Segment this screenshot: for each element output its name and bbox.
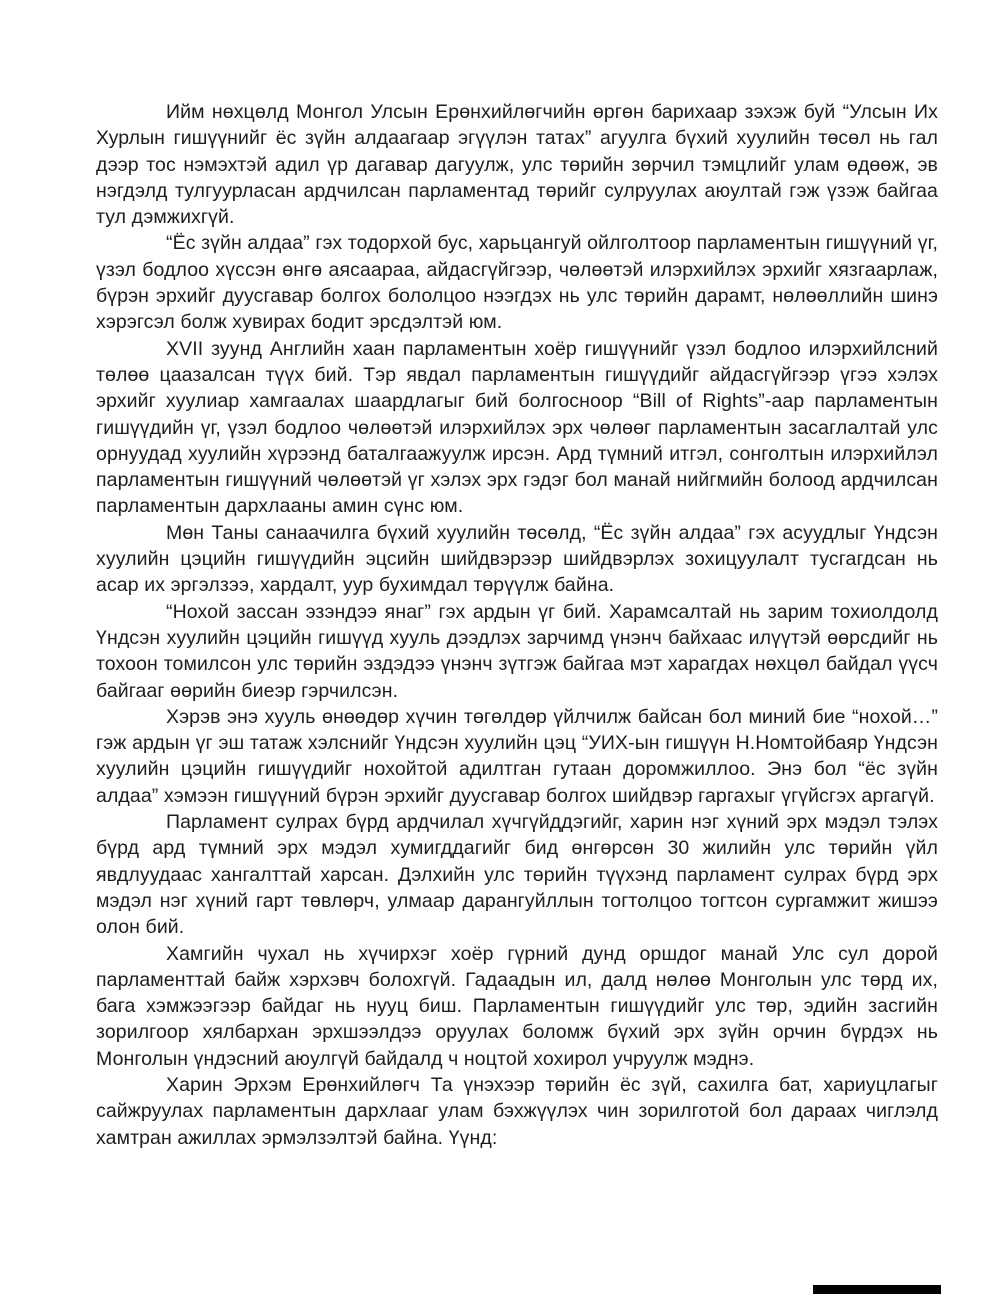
paragraph: Харин Эрхэм Ерөнхийлөгч Та үнэхээр төрийн ёс зүй, сахилга бат, хариуцлагыг сайжруулах парламентын дархлааг улам бэхжүүлэх чин зорилготой бол дараах чиглэлд хамтран ажиллах эрмэлзэлтэй байна. Үүнд: xyxy=(96,1073,938,1149)
paragraph: “Нохой зассан эзэндээ янаг” гэх ардын үг бий. Харамсалтай нь зарим тохиолдолд Үндсэн хуулийн цэцийн гишүүд хууль дээдлэх зарчимд үнэнч байхаас илүүтэй өөрсдийг нь тохоон томилсон улс төрийн эздэдээ үнэнч зүтгэж байгаа мэт харагдах нөхцөл байдал үүсч байгааг өөрийн биеэр гэрчилсэн. xyxy=(96,600,938,702)
paragraph: Мөн Таны санаачилга бүхий хуулийн төсөлд, “Ёс зүйн алдаа” гэх асуудлыг Үндсэн хуулийн цэцийн гишүүдийн эцсийн шийдвэрээр шийдвэрлэх зохицуулалт тусгагдсан нь асар их эргэлзээ, хардалт, уур бухимдал төрүүлж байна. xyxy=(96,521,938,597)
paragraph: Ийм нөхцөлд Монгол Улсын Ерөнхийлөгчийн өргөн барихаар зэхэж буй “Улсын Их Хурлын гишүүнийг ёс зүйн алдаагаар эгүүлэн татах” агуулга бүхий хуулийн төсөл нь гал дээр тос нэмэхтэй адил үр дагавар дагуулж, улс төрийн зөрчил тэмцлийг улам өдөөж, эв нэгдэлд тулгуурласан ардчилсан парламентад төрийг сулруулах аюултай гэж үзэж байгаа тул дэмжихгүй. xyxy=(96,101,938,229)
document-body xyxy=(96,99,938,1151)
paragraph: Хамгийн чухал нь хүчирхэг хоёр гүрний дунд оршдог манай Улс сул дорой парламенттай байж хэрхэвч болохгүй. Гадаадын ил, далд нөлөө Монголын улс төрд их, бага хэмжээгээр байдаг нь нууц биш. Парламентын гишүүдийг улс төр, эдийн засгийн зорилгоор хялбархан эрхшээлдээ оруулах боломж бүхий эрх зүйн орчин бүрдэх нь Монголын үндэсний аюулгүй байдалд ч ноцтой хохирол учруулж мэднэ. xyxy=(96,942,938,1070)
paragraph: “Ёс зүйн алдаа” гэх тодорхой бус, харьцангуй ойлголтоор парламентын гишүүний үг, үзэл бодлоо хүссэн өнгө аясаараа, айдасгүйгээр, чөлөөтэй илэрхийлэх эрхийг хязгаарлаж, бүрэн эрхийг дуусгавар болгох бололцоо нээгдэх нь улс төрийн дарамт, нөлөөллийн шинэ хэрэгсэл болж хувирах бодит эрсдэлтэй юм. xyxy=(96,232,938,334)
paragraph: Парламент сулрах бүрд ардчилал хүчгүйддэгийг, харин нэг хүний эрх мэдэл тэлэх бүрд ард түмний эрх мэдэл хумигддагийг бид өнгөрсөн 30 жилийн улс төрийн үйл явдлуудаас хангалттай харсан. Дэлхийн улс төрийн түүхэнд парламент сулрах бүрд эрх мэдэл нэг хүний гарт төвлөрч, улмаар дарангуйллын тогтолцоо тогтсон сургамжит жишээ олон бий. xyxy=(96,811,938,939)
redaction-bar xyxy=(813,1285,941,1294)
paragraph: XVII зуунд Английн хаан парламентын хоёр гишүүнийг үзэл бодлоо илэрхийлсний төлөө цаазалсан түүх бий. Тэр явдал парламентын гишүүдийг айдасгүйгээр үгээ хэлэх эрхийг хуулиар хамгаалах шаардлагыг бий болгосноор “Bill of Rights”-аар парламентын гишүүдийн үг, үзэл бодлоо чөлөөтэй илэрхийлэх эрх чөлөөг парламентын засаглалтай улс орнуудад хуулийн хүрээнд баталгаажуулж ирсэн. Ард түмний итгэл, сонголтын илэрхийлэл парламентын гишүүний чөлөөтэй үг хэлэх эрх гэдэг бол манай нийгмийн болоод ардчилсан парламентын дархлааны амин сүнс юм. xyxy=(96,337,938,518)
paragraph: Хэрэв энэ хууль өнөөдөр хүчин төгөлдөр үйлчилж байсан бол миний бие “нохой…” гэж ардын үг эш татаж хэлснийг Үндсэн хуулийн цэц “УИХ-ын гишүүн Н.Номтойбаяр Үндсэн хуулийн цэцийн гишүүдийг нохойтой адилтган гутаан доромжиллоо. Энэ бол “ёс зүйн алдаа” хэмээн гишүүний бүрэн эрхийг дуусгавар болгох шийдвэр гаргахыг үгүйсгэх аргагүй. xyxy=(96,705,938,807)
